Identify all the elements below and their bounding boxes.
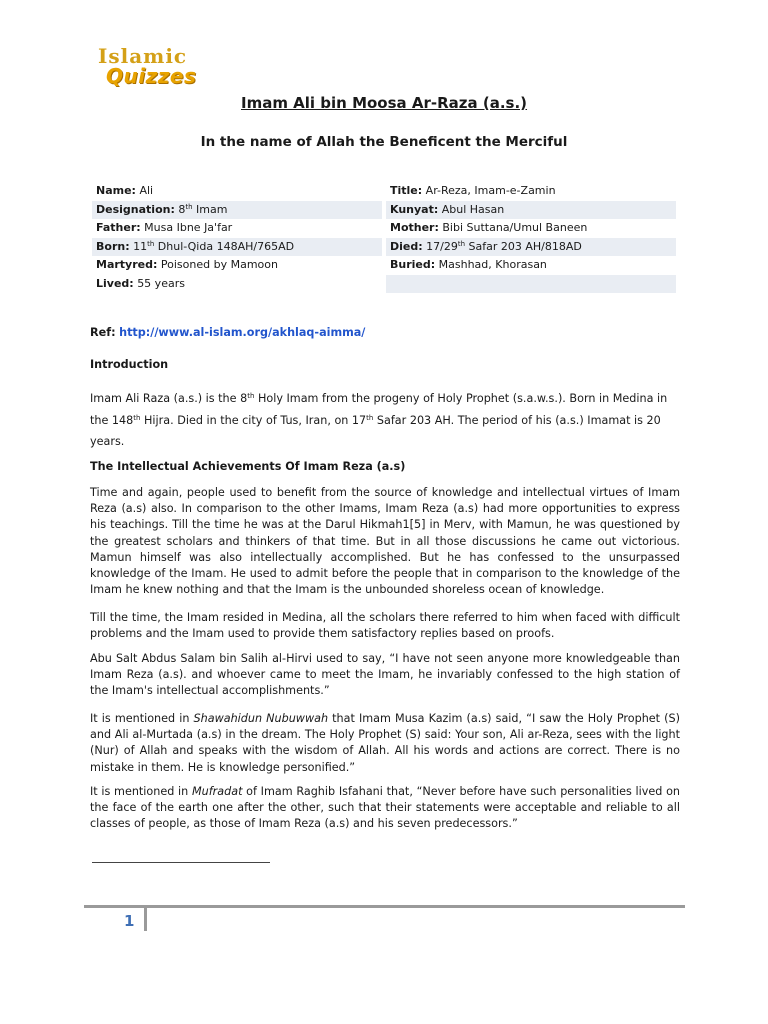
footnote-separator — [92, 862, 270, 863]
page-subtitle: In the name of Allah the Beneficent the Merciful — [200, 134, 568, 150]
paragraph-2: Till the time, the Imam resided in Medina, all the scholars there referred to him when faced with difficult problems and the Imam used to provide them satisfactory replies based on proofs. — [90, 611, 680, 641]
table-row — [92, 275, 676, 294]
logo-line2: Quizzes — [106, 64, 197, 88]
paragraph-1: Time and again, people used to benefit from the source of knowledge and intellectual virtues of Imam Reza (a.s) also. In comparison to the other Imams, Imam Reza (a.s) had more opportunities to express his teachings. Till the time he was at the Darul Hikmah1[5] in Merv, with Mamun, he was questioned by the greatest scholars and thinkers of that time. But in all those discussions he came out victorious. Mamun himself was also intellectually accomplished. But he has confessed to the unsurpassed knowledge of the Imam. He used to admit before the people that in comparison to the knowledge of the Imam he knew nothing and that the Imam is the unbounded shoreless ocean of knowledge. — [90, 486, 680, 597]
designation-cell: Designation: 8th Imam — [92, 201, 382, 220]
table-row — [92, 201, 676, 220]
paragraph-4: It is mentioned in Shawahidun Nubuwwah that Imam Musa Kazim (a.s) said, “I saw the Holy Prophet (S) and Ali al-Murtada (a.s) in the dream. The Holy Prophet (S) said: Your son, Ali ar-Reza, sees with the light (Nur) of Allah and speaks with the wisdom of Allah. All his words and actions are correct. There is no mistake in them. He is knowledge personified.” — [90, 712, 680, 774]
section-heading: The Intellectual Achievements Of Imam Reza (a.s) — [90, 460, 406, 473]
page-title: Imam Ali bin Moosa Ar-Raza (a.s.) — [240, 94, 528, 112]
footer-divider — [144, 907, 147, 931]
paragraph-3: Abu Salt Abdus Salam bin Salih al-Hirvi used to say, “I have not seen anyone more knowledgeable than Imam Reza (a.s). and whoever came to meet the Imam, he invariably confessed to the high station of the Imam's intellectual accomplishments.” — [90, 652, 680, 698]
title-cell: Title: Ar-Reza, Imam-e-Zamin — [390, 184, 556, 197]
logo-line1: Islamic — [98, 44, 188, 68]
introduction-heading: Introduction — [90, 358, 169, 371]
mother-cell: Mother: Bibi Suttana/Umul Baneen — [390, 221, 588, 234]
reference-link[interactable]: http://www.al-islam.org/akhlaq-aimma/ — [119, 326, 366, 339]
died-cell: Died: 17/29th Safar 203 AH/818AD — [386, 238, 676, 257]
father-cell: Father: Musa Ibne Ja'far — [96, 221, 233, 234]
buried-cell: Buried: Mashhad, Khorasan — [390, 258, 547, 271]
introduction-paragraph: Imam Ali Raza (a.s.) is the 8th Holy Imam from the progeny of Holy Prophet (s.a.w.s.). Born in Medina in the 148th Hijra. Died in the city of Tus, Iran, on 17th Safar 203 AH. The period of his (a.s.) Imamat is 20 years. — [90, 392, 668, 448]
paragraph-5: It is mentioned in Mufradat of Imam Raghib Isfahani that, “Never before have such personalities lived on the face of the earth one after the other, such that their statements were acceptable and reliable to all classes of people, as those of Imam Reza (a.s) and his seven predecessors.” — [90, 785, 681, 831]
born-cell: Born: 11th Dhul-Qida 148AH/765AD — [92, 238, 382, 257]
table-row — [92, 182, 676, 201]
empty-cell — [386, 275, 676, 294]
name-cell: Name: Ali — [96, 184, 154, 197]
biography-table — [92, 182, 676, 293]
islamic-quizzes-logo — [96, 44, 197, 92]
table-row — [92, 238, 676, 257]
table-row — [92, 256, 676, 275]
footer-rule — [84, 905, 685, 908]
lived-cell: Lived: 55 years — [96, 276, 185, 290]
table-row — [92, 219, 676, 238]
kunyat-cell: Kunyat: Abul Hasan — [386, 201, 676, 220]
martyred-cell: Martyred: Poisoned by Mamoon — [96, 258, 278, 271]
page-number: 1 — [124, 912, 135, 930]
reference-line: Ref: http://www.al-islam.org/akhlaq-aimma/ — [90, 326, 366, 339]
